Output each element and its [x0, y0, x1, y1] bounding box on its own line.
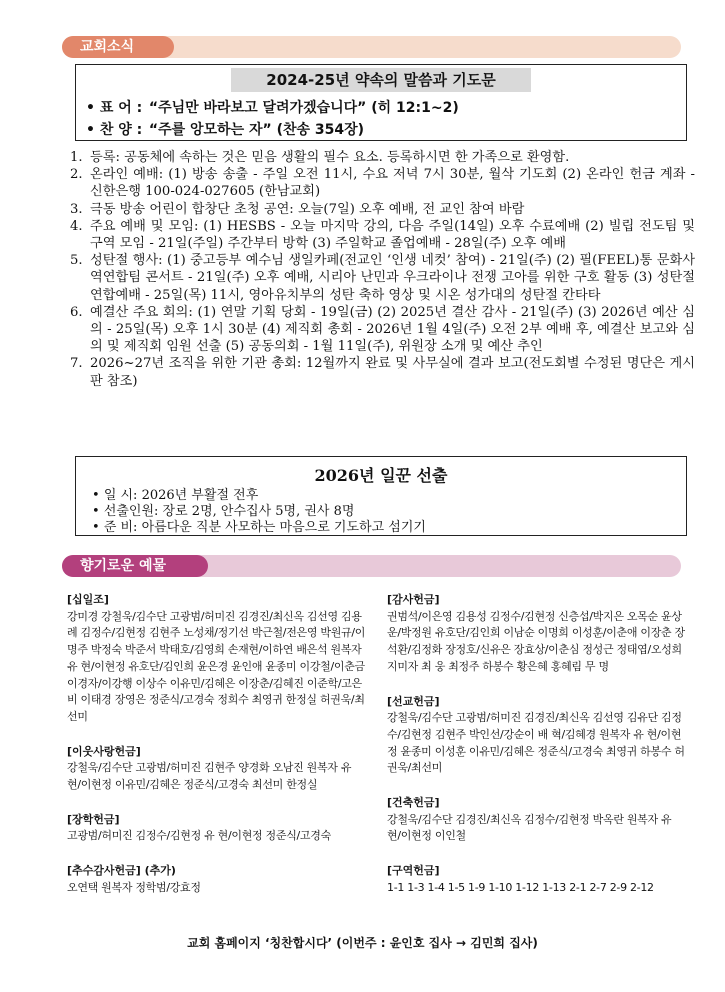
section-header-church-news — [62, 36, 681, 58]
nomination-title: 2026년 일꾼 선출 — [314, 466, 448, 485]
offering-names: 강철욱/김수단 고광범/허미진 김경진/최신옥 김선영 김유단 김정수/김현정 김현주 박인선/강순이 배 혁/김혜경 원복자 유 현/이현정 윤종미 이성훈 이유민/김혜은 정준식/고경숙 최영귀 하봉수 허권욱/최선미 — [387, 711, 685, 775]
motto-label: • 표 어 : — [86, 100, 143, 116]
nomination-item: • 준 비: 아름다운 직분 사모하는 마음으로 기도하고 섬기기 — [92, 520, 686, 536]
motto-label: • 찬 양 : — [86, 122, 143, 138]
item-text: 성탄절 행사: (1) 중고등부 예수님 생일카페(전교인 ‘인생 네컷’ 참여) - 21일(주) (2) 필(FEEL)통 문화사역연합팀 콘서트 - 21일(주) 오후 예배, 시리아 난민과 우크라이나 전쟁 고아를 위한 구호 활동 (3) 성탄절 연합예배 - 25일(목) 11시, 영아유치부의 성탄 축하 영상 및 시온 성가대의 성탄절 칸타타 — [90, 253, 695, 303]
nomination-box — [75, 456, 687, 536]
item-text: 주요 예배 및 모임: (1) HESBS - 오늘 마지막 강의, 다음 주일(14일) 오후 수료예배 (2) 빌립 전도팀 및 구역 모임 - 21일(주일) 주간부터 방학 (3) 주일학교 졸업예배 - 28일(주) 오후 예배 — [90, 218, 695, 252]
offering-group — [67, 744, 367, 794]
offering-names: 권범석/이은영 김용성 김정수/김현정 신층섭/박지은 오목순 윤상운/박정원 유호단/김인희 이남순 이명희 이성훈/이춘애 이장춘 장석환/김정화 장정호/신유은 장효상/이춘심 정성근 정태엽/오성희 지미자 최 웅 최정주 하봉수 황은혜 홍혜림 무 명 — [387, 609, 685, 673]
news-item — [70, 166, 695, 200]
offering-group — [67, 863, 367, 896]
item-number: 5. — [70, 253, 83, 269]
offering-group — [387, 592, 687, 676]
offering-group — [67, 812, 367, 845]
offering-names: 오연택 원복자 정학범/강효정 — [67, 880, 201, 894]
item-text: 온라인 예배: (1) 방송 송출 - 주일 오전 11시, 수요 저녁 7시 30분, 월삭 기도회 (2) 온라인 헌금 계좌 - 신한은행 100-024-027605 (한남교회) — [90, 167, 695, 200]
offering-group — [387, 795, 687, 845]
item-number: 4. — [70, 218, 83, 234]
offering-names: 고광범/허미진 김정수/김현정 유 현/이현정 정준식/고경숙 — [67, 829, 331, 843]
nomination-list — [92, 488, 686, 536]
offerings-left-column — [67, 592, 367, 915]
offering-group — [387, 863, 687, 896]
news-item — [70, 149, 695, 166]
item-text: 극동 방송 어린이 합창단 초청 공연: 오늘(7일) 오후 예배, 전 교인 참여 바람 — [90, 201, 525, 217]
offering-heading: [감사헌금] — [387, 593, 440, 606]
news-item — [70, 201, 695, 218]
offering-heading: [구역헌금] — [387, 864, 440, 878]
news-item — [70, 252, 695, 304]
item-number: 2. — [70, 167, 83, 183]
motto-text: “주님만 바라보고 달려가겠습니다” (히 12:1~2) — [148, 100, 459, 116]
section-header-offerings — [62, 555, 681, 577]
section-label: 향기로운 예물 — [62, 555, 208, 577]
motto-title: 2024-25년 약속의 말씀과 기도문 — [231, 68, 531, 92]
offering-heading: [이웃사랑헌금] — [67, 744, 141, 758]
motto-line-slogan — [86, 97, 459, 117]
offering-heading: [건축헌금] — [387, 796, 440, 810]
offering-heading: [추수감사헌금] (추가) — [67, 864, 176, 878]
nomination-item: • 선출인원: 장로 2명, 안수집사 5명, 권사 8명 — [92, 504, 686, 520]
item-text: 2026~27년 조직을 위한 기관 총회: 12월까지 완료 및 사무실에 결과 보고(전도회별 수정된 명단은 게시판 참조) — [90, 356, 695, 389]
motto-box — [75, 64, 687, 141]
item-number: 7. — [70, 356, 83, 372]
news-item — [70, 218, 695, 252]
news-list — [70, 149, 695, 390]
offering-heading: [선교헌금] — [387, 694, 440, 708]
offering-group — [67, 592, 367, 726]
news-item — [70, 304, 695, 356]
offering-names: 강철욱/김수단 김경진/최신옥 김정수/김현정 박옥란 원복자 유 현/이현정 이인철 — [387, 812, 672, 843]
item-text: 예결산 주요 회의: (1) 연말 기획 당회 - 19일(금) (2) 2025년 결산 감사 - 21일(주) (3) 2026년 예산 심의 - 25일(목) 오후 1시 30분 (4) 제직회 총회 - 2026년 1월 4일(주) 오전 2부 예배 후, 예결산 보고와 심의 및 제직회 임원 선출 (5) 공동의회 - 1월 11일(주), 위원장 소개 및 예산 추인 — [90, 304, 695, 355]
news-item — [70, 355, 695, 389]
item-number: 1. — [70, 150, 83, 165]
item-text: 등록: 공동체에 속하는 것은 믿음 생활의 필수 요소. 등록하시면 한 가족으로 환영함. — [90, 150, 570, 165]
offering-names: 강철욱/김수단 고광범/허미진 김현주 양경화 오남진 원복자 유 현/이현정 이유민/김혜은 정준식/고경숙 최선미 한정실 — [67, 761, 352, 792]
footer-praise-note: 교회 홈페이지 ‘칭찬합시다’ (이번주 : 윤인호 집사 → 김민희 집사) — [187, 936, 538, 950]
offerings-right-column — [387, 592, 687, 915]
offering-heading: [장학헌금] — [67, 812, 120, 826]
item-number: 6. — [70, 304, 83, 320]
section-label: 교회소식 — [62, 36, 174, 58]
item-number: 3. — [70, 201, 83, 217]
offering-names: 강미경 강철욱/김수단 고광범/허미진 김경진/최신옥 김선영 김용례 김정수/김현정 김현주 노성채/정기선 박근철/전은영 박원규/이명주 박정숙 박준서 박태호/김영희 손재현/이하연 배은석 원복자 유 현/이현정 유호단/김인희 윤은경 윤인애 윤종미 이강철/이춘금 이경자/이강행 이상수 이유민/김혜은 이장춘/김혜진 이준학/고은비 이태경 장영은 정준식/고경숙 정희수 최영귀 한정실 허권욱/최선미 — [67, 609, 366, 723]
offering-names: 1-1 1-3 1-4 1-5 1-9 1-10 1-12 1-13 2-1 2-7 2-9 2-12 — [387, 880, 654, 894]
motto-text: “주를 앙모하는 자” (찬송 354장) — [148, 122, 365, 138]
offering-heading: [십일조] — [67, 593, 109, 606]
nomination-item: • 일 시: 2026년 부활절 전후 — [92, 488, 686, 504]
offering-group — [387, 694, 687, 778]
motto-line-hymn — [86, 119, 364, 139]
